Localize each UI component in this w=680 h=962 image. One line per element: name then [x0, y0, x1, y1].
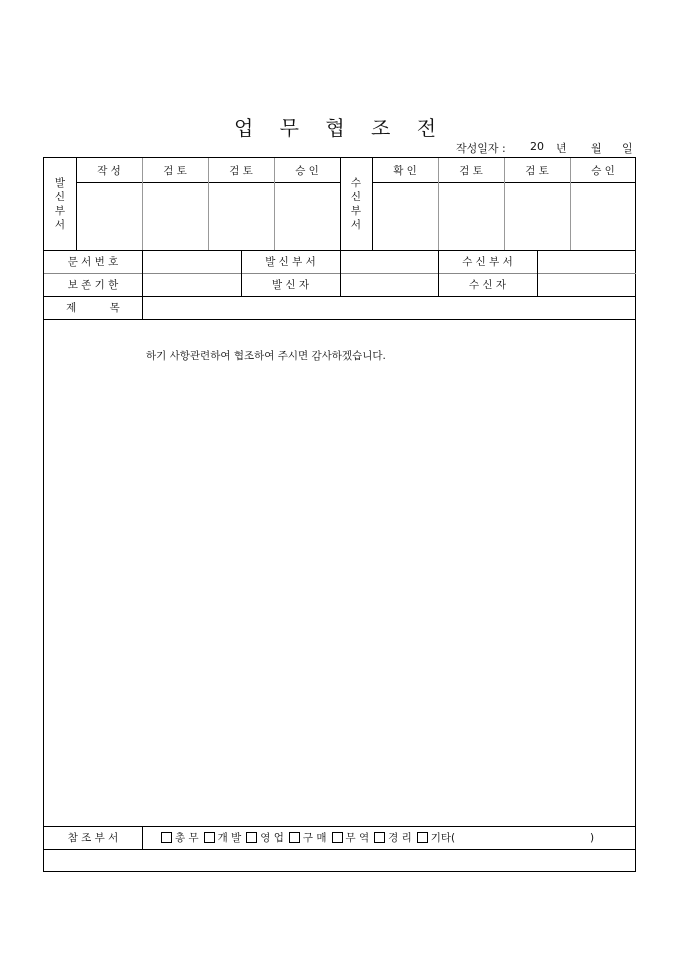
date-year: 20	[530, 140, 544, 153]
date-label: 작성일자 :	[456, 142, 506, 155]
ref-other-close: )	[589, 831, 595, 844]
retention-label: 보 존 기 한	[67, 279, 119, 291]
checkbox-icon	[374, 832, 385, 843]
checkbox-icon	[417, 832, 428, 843]
receiver-dept-label: 수 신 부 서	[350, 177, 362, 231]
sender-header-write: 작 성	[97, 164, 121, 177]
document-title: 업 무 협 조 전	[233, 116, 447, 140]
reference-dept-label: 참 조 부 서	[67, 832, 119, 844]
date-year-unit: 년	[556, 142, 567, 155]
receiver-header-approve: 승 인	[591, 164, 615, 177]
ref-option-sales[interactable]: 영 업	[246, 830, 284, 845]
subject-label: 제 목	[66, 302, 120, 314]
date-day-unit: 일	[622, 142, 633, 155]
sender-header-review2: 검 토	[229, 164, 253, 177]
ref-option-trade[interactable]: 무 역	[332, 830, 370, 845]
sender-header-review1: 검 토	[163, 164, 187, 177]
cooperation-form	[43, 157, 636, 872]
date-month-unit: 월	[591, 142, 602, 155]
doc-number-label: 문 서 번 호	[67, 256, 119, 268]
checkbox-icon	[246, 832, 257, 843]
checkbox-icon	[289, 832, 300, 843]
reference-options	[161, 826, 460, 849]
body-text: 하기 사항관련하여 협조하여 주시면 감사하겠습니다.	[146, 350, 386, 362]
checkbox-icon	[204, 832, 215, 843]
ref-option-general[interactable]: 총 무	[161, 830, 199, 845]
receiver-header-review1: 검 토	[459, 164, 483, 177]
receiver-label: 수 신 자	[468, 279, 507, 291]
checkbox-icon	[332, 832, 343, 843]
sender-header-approve: 승 인	[295, 164, 319, 177]
checkbox-icon	[161, 832, 172, 843]
receiver-header-review2: 검 토	[525, 164, 549, 177]
recv-dept-label: 수 신 부 서	[462, 256, 513, 268]
receiver-header-confirm: 확 인	[393, 164, 417, 177]
ref-option-other[interactable]: 기타(	[417, 830, 455, 845]
sender-dept-label: 발 신 부 서	[54, 177, 66, 231]
sender-label: 발 신 자	[271, 279, 310, 291]
ref-option-dev[interactable]: 개 발	[204, 830, 242, 845]
ref-option-accounting[interactable]: 경 리	[374, 830, 412, 845]
ref-option-purchase[interactable]: 구 매	[289, 830, 327, 845]
send-dept-label: 발 신 부 서	[265, 256, 316, 268]
